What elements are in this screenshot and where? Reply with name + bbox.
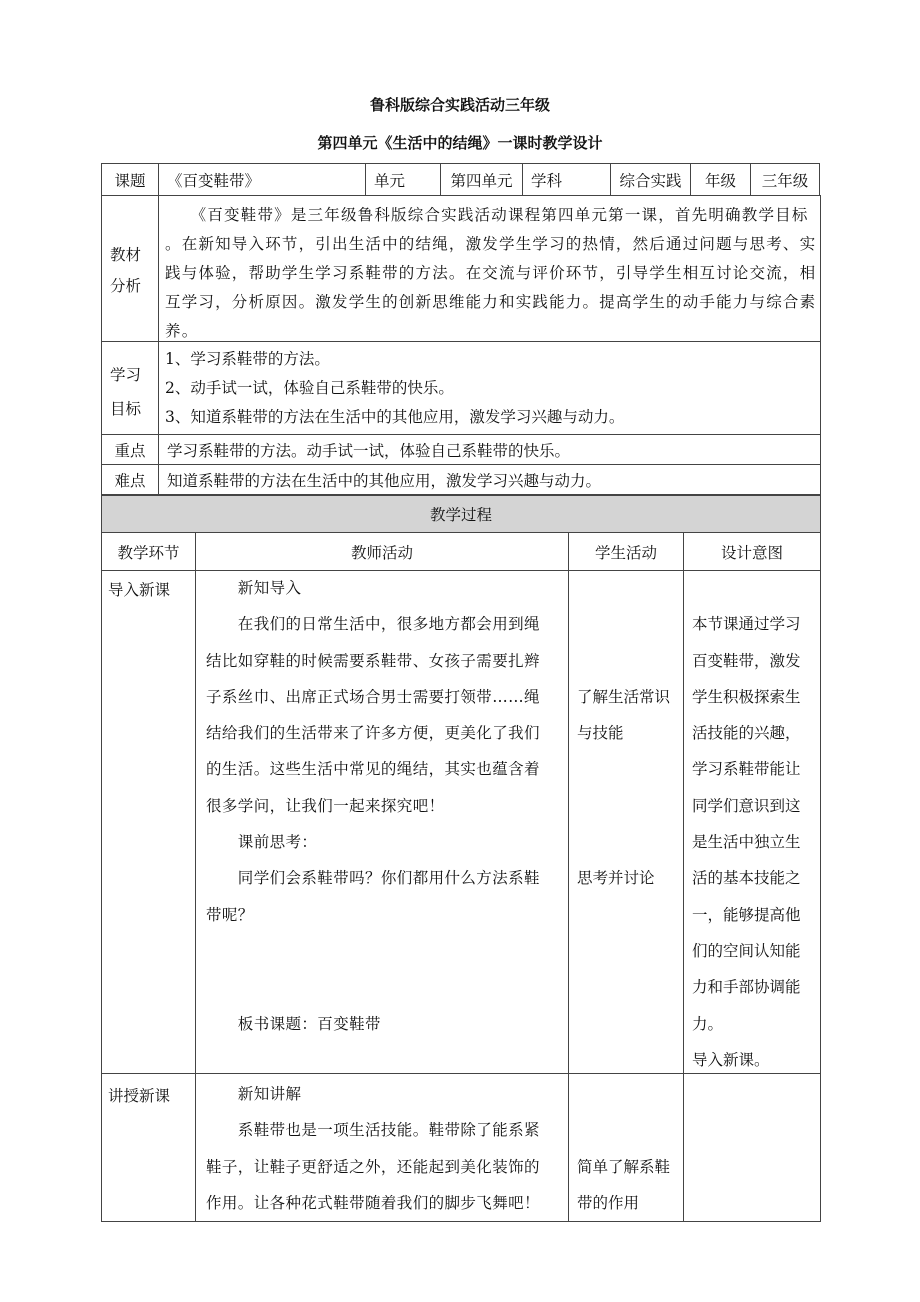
teacher-cell: [195, 1073, 569, 1222]
student-text: [577, 570, 670, 897]
text-line: [577, 824, 670, 860]
intent-text: [692, 570, 801, 1078]
text-line: [206, 933, 540, 969]
text-line: 带呢？: [206, 905, 254, 924]
stage-cell: [101, 570, 196, 1074]
header-stage: 教学环节: [101, 532, 196, 571]
text-line: 百变鞋带，激发: [692, 651, 801, 670]
text-line: 们的空间认知能: [692, 941, 801, 960]
text-line: [577, 788, 670, 824]
text-line: 养。: [165, 322, 199, 340]
text-line: [577, 1076, 670, 1112]
stage-cell: [101, 1073, 196, 1222]
text-line: 作用。让各种花式鞋带随着我们的脚步飞舞吧！: [206, 1193, 540, 1212]
text-line: 活技能的兴趣，: [692, 724, 801, 743]
stage-label: 讲授新课: [108, 1087, 171, 1105]
unit-value: 第四单元: [440, 163, 523, 196]
subject-label: 学科: [522, 163, 611, 196]
text-line: 3、知道系鞋带的方法在生活中的其他应用，激发学习兴趣与动力。: [165, 408, 625, 426]
text-line: 新知导入: [206, 579, 302, 597]
stage-label: 导入新课: [108, 581, 171, 599]
header-teacher: 教师活动: [195, 532, 569, 571]
text-line: 导入新课。: [692, 1050, 770, 1069]
text-line: 学习: [110, 366, 142, 384]
text-line: [577, 570, 670, 606]
text-line: [577, 643, 670, 679]
intent-cell: [683, 570, 821, 1074]
topic-label: 课题: [101, 163, 159, 196]
text-line: 思考并讨论: [577, 869, 655, 888]
text-line: 结比如穿鞋的时候需要系鞋带、女孩子需要扎辫: [206, 651, 540, 670]
teacher-text: [206, 1076, 540, 1221]
student-cell: [568, 1073, 684, 1222]
text-line: 是生活中独立生: [692, 833, 801, 852]
difficulty-text: 知道系鞋带的方法在生活中的其他应用，激发学习兴趣与动力。: [158, 464, 821, 495]
header-intent: 设计意图: [683, 532, 821, 571]
student-cell: [568, 570, 684, 1074]
text-line: 简单了解系鞋: [577, 1157, 671, 1176]
text-line: 同学们会系鞋带吗？你们都用什么方法系鞋: [206, 869, 540, 888]
key-text: 学习系鞋带的方法。动手试一试，体验自己系鞋带的快乐。: [158, 434, 821, 465]
doc-subtitle: 第四单元《生活中的结绳》一课时教学设计: [317, 134, 603, 152]
text-line: 1、学习系鞋带的方法。: [165, 350, 330, 368]
text-line: 分析: [110, 277, 142, 295]
text-line: 。在新知导入环节，引出生活中的结绳，激发学生学习的热情，然后通过问题与思考、实: [165, 235, 817, 253]
text-line: [577, 1112, 670, 1148]
analysis-text: [165, 201, 816, 346]
text-line: 学生积极探索生: [692, 687, 801, 706]
difficulty-label: 难点: [101, 464, 159, 495]
text-line: 力和手部协调能: [692, 978, 801, 997]
text-line: 了解生活常识: [577, 687, 671, 706]
text-line: 新知讲解: [206, 1085, 302, 1103]
topic-value: 《百变鞋带》: [158, 163, 366, 196]
text-line: 与技能: [577, 724, 624, 743]
text-line: [206, 969, 540, 1005]
text-line: 很多学问，让我们一起来探究吧！: [206, 796, 445, 815]
text-line: 在我们的日常生活中，很多地方都会用到绳: [206, 615, 540, 634]
grade-value: 三年级: [750, 163, 820, 196]
text-line: 带的作用: [577, 1193, 640, 1212]
text-line: 板书课题：百变鞋带: [206, 1014, 381, 1033]
grade-label: 年级: [690, 163, 751, 196]
text-line: 一，能够提高他: [692, 905, 801, 924]
text-line: 子系丝巾、出席正式场合男士需要打领带……绳: [206, 687, 540, 706]
text-line: 2、动手试一试，体验自己系鞋带的快乐。: [165, 379, 454, 397]
goals-cell: [158, 341, 821, 435]
teacher-cell: [195, 570, 569, 1074]
student-text: [577, 1076, 670, 1221]
text-line: 课前思考：: [206, 833, 318, 852]
text-line: [692, 570, 801, 606]
unit-label: 单元: [365, 163, 441, 196]
doc-title: 鲁科版综合实践活动三年级: [369, 96, 550, 114]
process-title: 教学过程: [101, 494, 821, 533]
goals-text: [165, 345, 624, 432]
text-line: 活的基本技能之: [692, 869, 801, 888]
text-line: [577, 751, 670, 787]
text-line: 目标: [110, 400, 142, 418]
teacher-text: [206, 570, 540, 1042]
key-label: 重点: [101, 434, 159, 465]
text-line: 系鞋带也是一项生活技能。鞋带除了能系紧: [206, 1121, 540, 1140]
text-line: 践与体验，帮助学生学习系鞋带的方法。在交流与评价环节，引导学生相互讨论交流，相: [165, 264, 817, 282]
text-line: 本节课通过学习: [692, 615, 801, 634]
analysis-label: [110, 240, 141, 302]
text-line: 同学们意识到这: [692, 796, 801, 815]
subject-value: 综合实践: [610, 163, 691, 196]
text-line: 鞋子，让鞋子更舒适之外，还能起到美化装饰的: [206, 1157, 540, 1176]
text-line: 结给我们的生活带来了许多方便，更美化了我们: [206, 724, 540, 743]
intent-cell: [683, 1073, 821, 1222]
analysis-label-cell: [101, 195, 159, 342]
header-student: 学生活动: [568, 532, 684, 571]
text-line: 学习系鞋带能让: [692, 760, 801, 779]
goals-label-cell: [101, 341, 159, 435]
text-line: 《百变鞋带》是三年级鲁科版综合实践活动课程第四单元第一课，首先明确教学目标: [165, 206, 809, 224]
analysis-cell: [158, 195, 821, 342]
text-line: 互学习，分析原因。激发学生的创新思维能力和实践能力。提高学生的动手能力与综合素: [165, 293, 817, 311]
goals-label: [110, 358, 141, 426]
text-line: 力。: [692, 1014, 724, 1033]
text-line: 的生活。这些生活中常见的绳结，其实也蕴含着: [206, 760, 540, 779]
text-line: [577, 606, 670, 642]
text-line: 教材: [110, 246, 142, 264]
